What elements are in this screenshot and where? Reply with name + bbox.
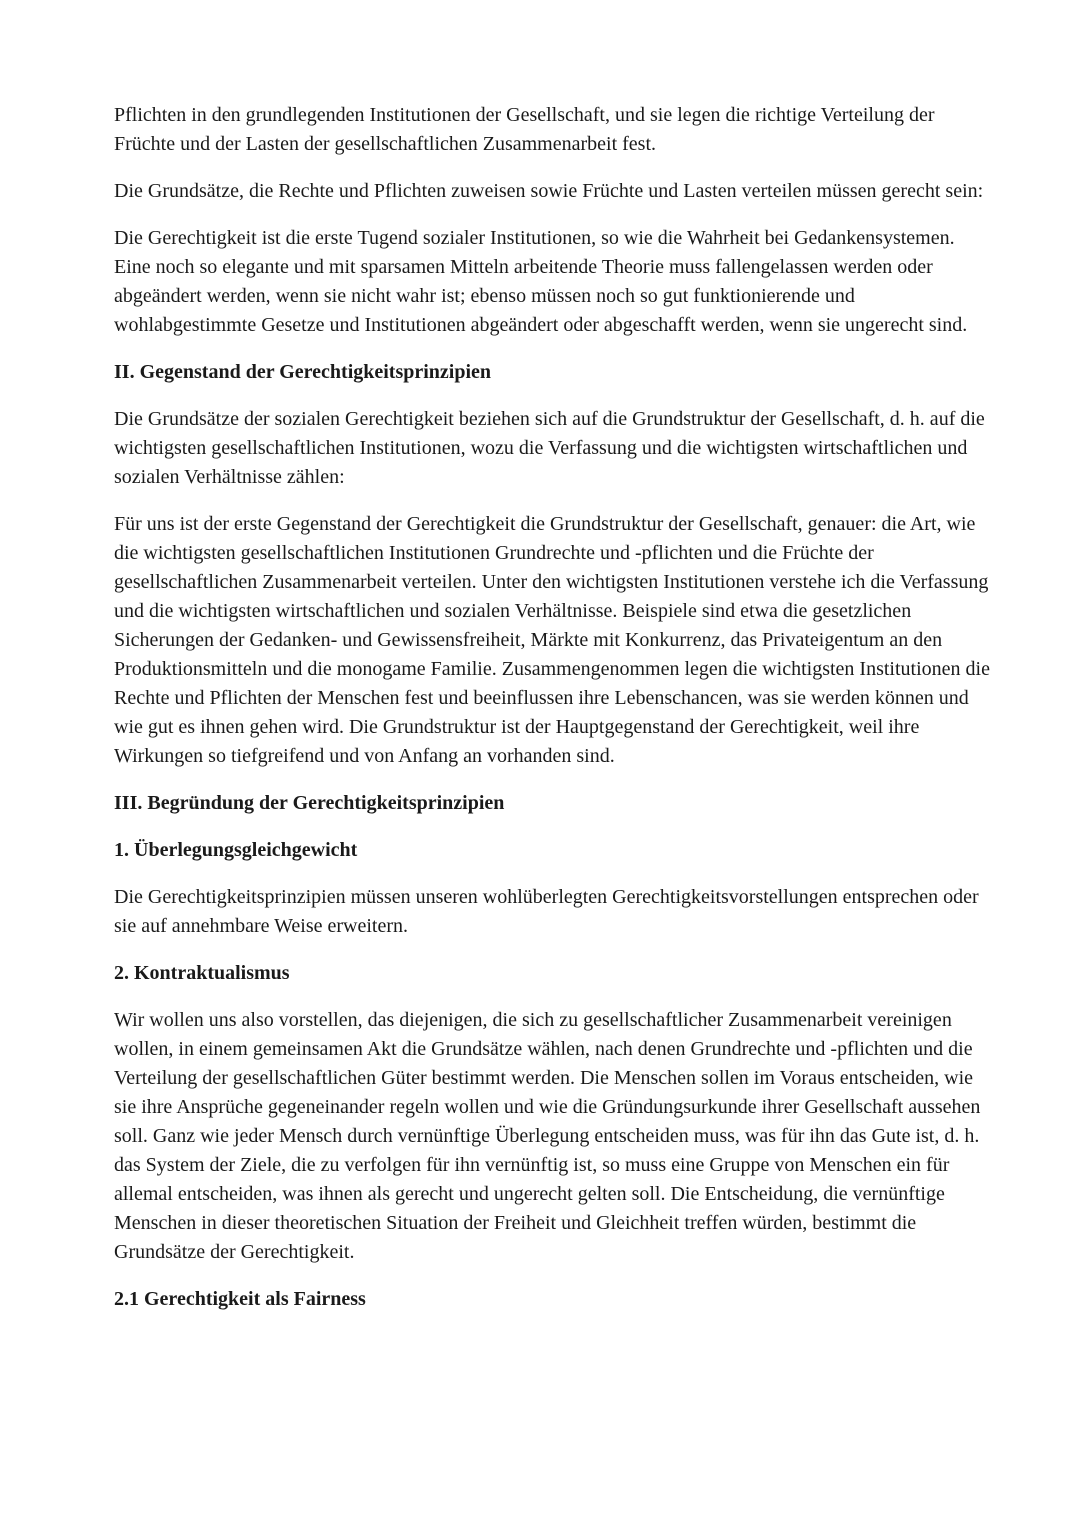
paragraph-grundsaetze: Die Grundsätze, die Rechte und Pflichten zuweisen sowie Früchte und Lasten verteilen müssen gerecht sein: (114, 180, 984, 202)
heading-gegenstand: II. Gegenstand der Gerechtigkeitsprinzipien (114, 361, 492, 383)
paragraph-quote-grundstruktur: Für uns ist der erste Gegenstand der Gerechtigkeit die Grundstruktur der Gesellschaft, genauer: die Art, wie die wichtigsten gesellschaftlichen Institutionen Grundrechte und -pflichten und die Früchte der gesellschaftlichen Zusammenarbeit verteilen. Unter den wichtigsten Institutionen verstehe ich die Verfassung und die wichtigsten wirtschaftlichen und sozialen Verhältnisse. Beispiele sind etwa die gesetzlichen Sicherungen der Gedanken- und Gewissensfreiheit, Märkte mit Konkurrenz, das Privateigentum an den Produktionsmitteln und die monogame Familie. Zusammengenommen legen die wichtigsten Institutionen die Rechte und Pflichten der Menschen fest und beeinflussen ihre Lebenschancen, was sie werden können und wie gut es ihnen gehen wird. Die Grundstruktur ist der Hauptgegenstand der Gerechtigkeit, weil ihre Wirkungen so tiefgreifend und von Anfang an vorhanden sind. (114, 513, 990, 767)
document-page (114, 101, 994, 1332)
paragraph-quote-vertrag: Wir wollen uns also vorstellen, das diejenigen, die sich zu gesellschaftlicher Zusammenarbeit vereinigen wollen, in einem gemeinsamen Akt die Grundsätze wählen, nach denen Grundrechte und -pflichten und die Verteilung der gesellschaftlichen Güter bestimmt werden. Die Menschen sollen im Voraus entscheiden, wie sie ihre Ansprüche gegeneinander regeln wollen und wie die Gründungsurkunde ihrer Gesellschaft aussehen soll. Ganz wie jeder Mensch durch vernünftige Überlegung entscheiden muss, was für ihn das Gute ist, d. h. das System der Ziele, die zu verfolgen für ihn vernünftig ist, so muss eine Gruppe von Menschen ein für allemal entscheiden, was ihnen als gerecht und ungerecht gelten soll. Die Entscheidung, die vernünftige Menschen in dieser theoretischen Situation der Freiheit und Gleichheit treffen würden, bestimmt die Grundsätze der Gerechtigkeit. (114, 1009, 981, 1263)
heading-ueberlegungsgleichgewicht: 1. Überlegungsgleichgewicht (114, 839, 358, 861)
paragraph-quote-tugend: Die Gerechtigkeit ist die erste Tugend sozialer Institutionen, so wie die Wahrheit bei Gedankensystemen. Eine noch so elegante und mit sparsamen Mitteln arbeitende Theorie muss fallengelassen werden oder abgeändert werden, wenn sie nicht wahr ist; ebenso müssen noch so gut funktionierende und wohlabgestimmte Gesetze und Institutionen abgeändert oder abgeschafft werden, wenn sie ungerecht sind. (114, 227, 968, 336)
heading-kontraktualismus: 2. Kontraktualismus (114, 962, 290, 984)
paragraph-intro: Pflichten in den grundlegenden Institutionen der Gesellschaft, und sie legen die richtige Verteilung der Früchte und der Lasten der gesellschaftlichen Zusammenarbeit fest. (114, 104, 935, 155)
heading-fairness: 2.1 Gerechtigkeit als Fairness (114, 1288, 366, 1310)
heading-begruendung: III. Begründung der Gerechtigkeitsprinzipien (114, 792, 505, 814)
paragraph-grundstruktur: Die Grundsätze der sozialen Gerechtigkeit beziehen sich auf die Grundstruktur der Gesellschaft, d. h. auf die wichtigsten gesellschaftlichen Institutionen, wozu die Verfassung und die wichtigsten wirtschaftlichen und sozialen Verhältnisse zählen: (114, 408, 985, 488)
paragraph-ueberlegung: Die Gerechtigkeitsprinzipien müssen unseren wohlüberlegten Gerechtigkeitsvorstellungen entsprechen oder sie auf annehmbare Weise erweitern. (114, 886, 979, 937)
